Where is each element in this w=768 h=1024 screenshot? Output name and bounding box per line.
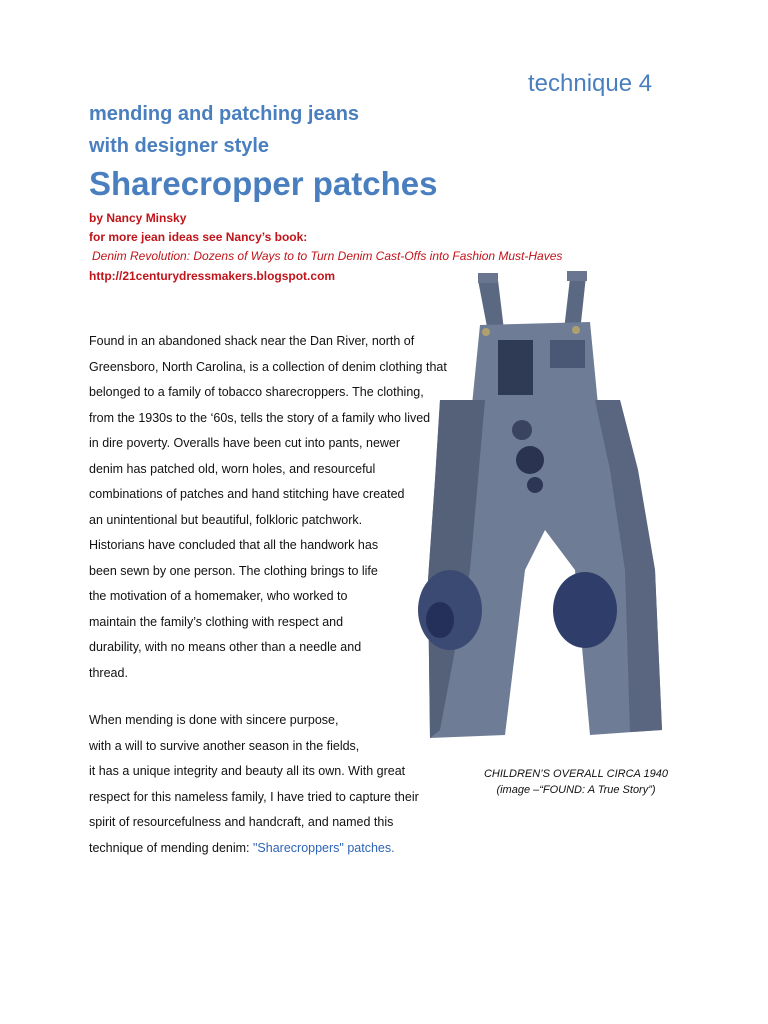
caption-line-2: (image –“FOUND: A True Story”) [496,784,656,796]
sharecroppers-highlight: "Sharecroppers" patches. [253,840,395,855]
paragraph-1-line: in dire poverty. Overalls have been cut into pants, newer [89,436,401,450]
page-title: Sharecropper patches [89,165,438,202]
paragraph-1-line: Historians have concluded that all the handwork has [89,538,379,552]
paragraph-2-last-line [89,836,419,862]
paragraph-2-line: with a will to survive another season in the fields, [89,738,360,753]
paragraph-1-line: an unintentional but beautiful, folkloric patchwork. [89,512,363,527]
paragraph-2-line: respect for this nameless family, I have tried to capture their [89,789,419,804]
paragraph-1-line: thread. [89,665,128,680]
blog-link[interactable]: http://21centurydressmakers.blogspot.com [89,269,336,283]
subtitle-line-2: with designer style [89,135,270,157]
technique-label: technique 4 [528,70,653,97]
paragraph-1 [89,329,447,686]
paragraph-1-line: maintain the family’s clothing with respect and [89,614,344,629]
caption-line-1: CHILDREN’S OVERALL CIRCA 1940 [483,768,668,780]
subtitle-line-1: mending and patching jeans [89,103,360,125]
book-title: Denim Revolution: Dozens of Ways to to Turn Denim Cast-Offs into Fashion Must-Haves [92,249,563,263]
paragraph-1-line: combinations of patches and hand stitching have created [89,487,405,501]
paragraph-2-line: it has a unique integrity and beauty all its own. With great [89,764,406,778]
book-reference-line: for more jean ideas see Nancy’s book: [89,230,308,244]
paragraph-2-line: When mending is done with sincere purpose, [89,713,339,727]
author-line: by Nancy Minsky [89,211,187,225]
paragraph-1-line: belonged to a family of tobacco sharecroppers. The clothing, [89,385,424,399]
paragraph-1-line: Found in an abandoned shack near the Dan River, north of [89,334,415,348]
paragraph-2 [89,708,419,861]
paragraph-1-line: the motivation of a homemaker, who worked to [89,589,348,603]
image-caption [476,766,676,798]
paragraph-1-line: from the 1930s to the ‘60s, tells the story of a family who lived [89,410,431,425]
paragraph-2-line: spirit of resourcefulness and handcraft, and named this [89,815,394,829]
paragraph-1-line: been sewn by one person. The clothing brings to life [89,563,378,578]
paragraph-2-last-prefix: technique of mending denim: [89,840,253,855]
paragraph-1-line: Greensboro, North Carolina, is a collection of denim clothing that [89,359,447,374]
paragraph-1-line: durability, with no means other than a needle and [89,640,362,654]
paragraph-1-line: denim has patched old, worn holes, and resourceful [89,461,376,476]
